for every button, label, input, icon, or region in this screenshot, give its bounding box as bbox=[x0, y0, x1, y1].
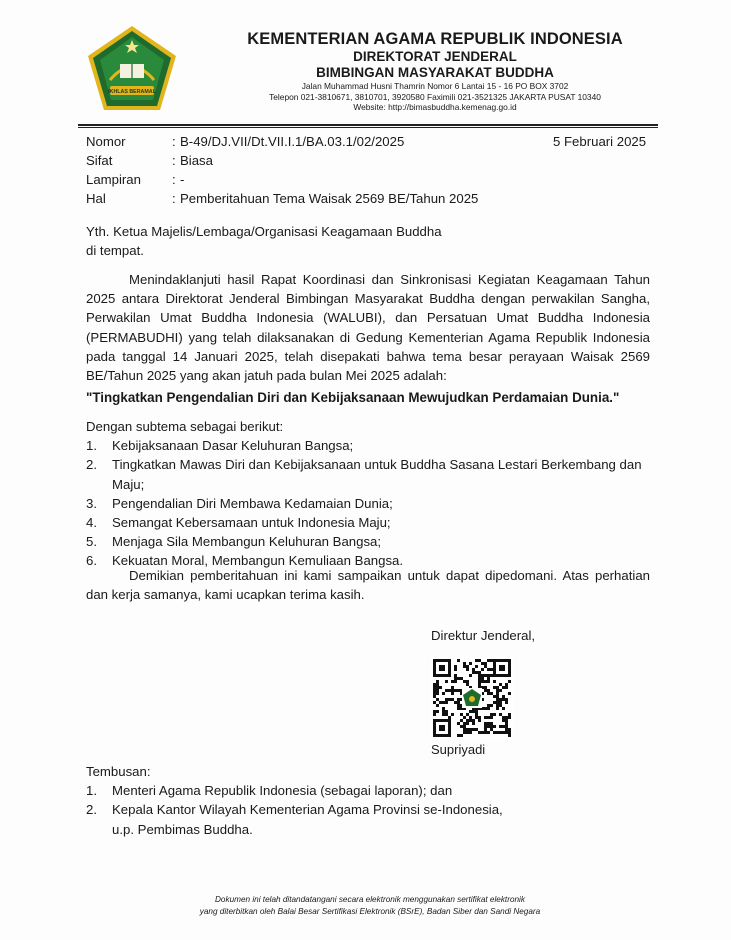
phone: Telepon 021-3810671, 3810701, 3920580 Faximili 021-3521325 JAKARTA PUSAT 10340 bbox=[269, 91, 601, 102]
cc-heading: Tembusan: bbox=[86, 764, 151, 779]
meta-row-nomor: Nomor : B-49/DJ.VII/Dt.VII.I.1/BA.03.1/02/2025 bbox=[86, 134, 405, 149]
meta-value: B-49/DJ.VII/Dt.VII.I.1/BA.03.1/02/2025 bbox=[180, 134, 405, 149]
address: Jalan Muhammad Husni Thamrin Nomor 6 Lantai 15 - 16 PO BOX 3702 bbox=[301, 81, 569, 91]
footer-line: yang diterbitkan oleh Balai Besar Sertifikasi Elektronik (BSrE), Badan Siber dan Sandi Negara bbox=[199, 906, 541, 916]
qr-code-signature bbox=[431, 657, 513, 739]
directorate-name: DIREKTORAT JENDERAL bbox=[353, 49, 517, 64]
e-signature-footer bbox=[120, 894, 620, 917]
signature-title: Direktur Jenderal, bbox=[431, 628, 536, 643]
recipient-line: Yth. Ketua Majelis/Lembaga/Organisasi Keagamaan Buddha bbox=[86, 224, 442, 239]
list-item: 1. Kebijaksanaan Dasar Keluhuran Bangsa; bbox=[86, 438, 354, 454]
ministry-name: KEMENTERIAN AGAMA REPUBLIK INDONESIA bbox=[247, 30, 623, 48]
meta-label: Nomor bbox=[86, 134, 126, 149]
closing-paragraph: Demikian pemberitahuan ini kami sampaikan untuk dapat dipedomani. Atas perhatian dan kerja samanya, kami ucapkan terima kasih. bbox=[86, 568, 650, 603]
meta-row-hal: Hal : Pemberitahuan Tema Waisak 2569 BE/Tahun 2025 bbox=[86, 191, 479, 206]
letterhead bbox=[200, 30, 670, 113]
ministry-logo bbox=[84, 24, 180, 116]
subtheme-intro: Dengan subtema sebagai berikut: bbox=[86, 419, 284, 434]
list-item: 3. Pengendalian Diri Membawa Kedamaian Dunia; bbox=[86, 495, 393, 511]
logo-motto: IKHLAS BERAMAL bbox=[108, 89, 156, 95]
list-item: 2. Tingkatkan Mawas Diri dan Kebijaksanaan untuk Buddha Sasana Lestari Berkembang dan Maju; bbox=[86, 457, 642, 492]
cc-list bbox=[86, 781, 650, 839]
meta-label: Lampiran bbox=[86, 172, 141, 187]
meta-row-lampiran: Lampiran : - bbox=[86, 172, 185, 187]
signer-name: Supriyadi bbox=[431, 742, 486, 757]
list-item: 1. Menteri Agama Republik Indonesia (sebagai laporan); dan bbox=[86, 783, 453, 799]
header-rule-thick bbox=[78, 124, 658, 126]
meta-row-sifat: Sifat : Biasa bbox=[86, 153, 213, 168]
meta-value: Pemberitahuan Tema Waisak 2569 BE/Tahun 2025 bbox=[180, 191, 479, 206]
list-item: 2. Kepala Kantor Wilayah Kementerian Agama Provinsi se-Indonesia, bbox=[86, 802, 503, 818]
header-rule-thin bbox=[78, 127, 658, 128]
recipient bbox=[86, 222, 650, 260]
website: Website: http://bimasbuddha.kemenag.go.id bbox=[353, 102, 517, 112]
meta-label: Sifat bbox=[86, 153, 113, 168]
footer-line: Dokumen ini telah ditandatangani secara elektronik menggunakan sertifikat elektronik bbox=[215, 895, 525, 904]
subtheme-list bbox=[86, 436, 650, 570]
list-item: u.p. Pembimas Buddha. bbox=[112, 821, 253, 837]
meta-value: - bbox=[180, 172, 185, 187]
waisak-theme: "Tingkatkan Pengendalian Diri dan Kebijaksanaan Mewujudkan Perdamaian Dunia." bbox=[86, 390, 620, 405]
body-paragraph: Menindaklanjuti hasil Rapat Koordinasi dan Sinkronisasi Kegiatan Keagamaan Tahun 2025 antara Direktorat Jenderal Bimbingan Masyarakat Buddha dengan perwakilan Sangha, Perwakilan Umat Buddha Indonesia (WALUBI), dan Persatuan Umat Buddha Indonesia (PERMABUDHI) yang telah dilaksanakan di Gedung Kementerian Agama Republik Indonesia pada tanggal 14 Januari 2025, telah disepakati bahwa tema besar perayaan Waisak 2569 BE/Tahun 2025 yang akan jatuh pada bulan Mei 2025 adalah: bbox=[86, 272, 650, 384]
meta-value: Biasa bbox=[180, 153, 213, 168]
list-item: 5. Menjaga Sila Membangun Keluhuran Bangsa; bbox=[86, 534, 382, 550]
meta-label: Hal bbox=[86, 191, 106, 206]
recipient-place: di tempat. bbox=[86, 243, 144, 259]
subtheme-section bbox=[86, 417, 650, 571]
list-item: 4. Semangat Kebersamaan untuk Indonesia Maju; bbox=[86, 515, 391, 531]
list-item: 6. Kekuatan Moral, Membangun Kemuliaan Bangsa. bbox=[86, 553, 404, 569]
letter-meta bbox=[86, 132, 478, 208]
cc-section bbox=[86, 762, 650, 839]
division-name: BIMBINGAN MASYARAKAT BUDDHA bbox=[316, 65, 554, 80]
letter-date: 5 Februari 2025 bbox=[553, 134, 647, 149]
